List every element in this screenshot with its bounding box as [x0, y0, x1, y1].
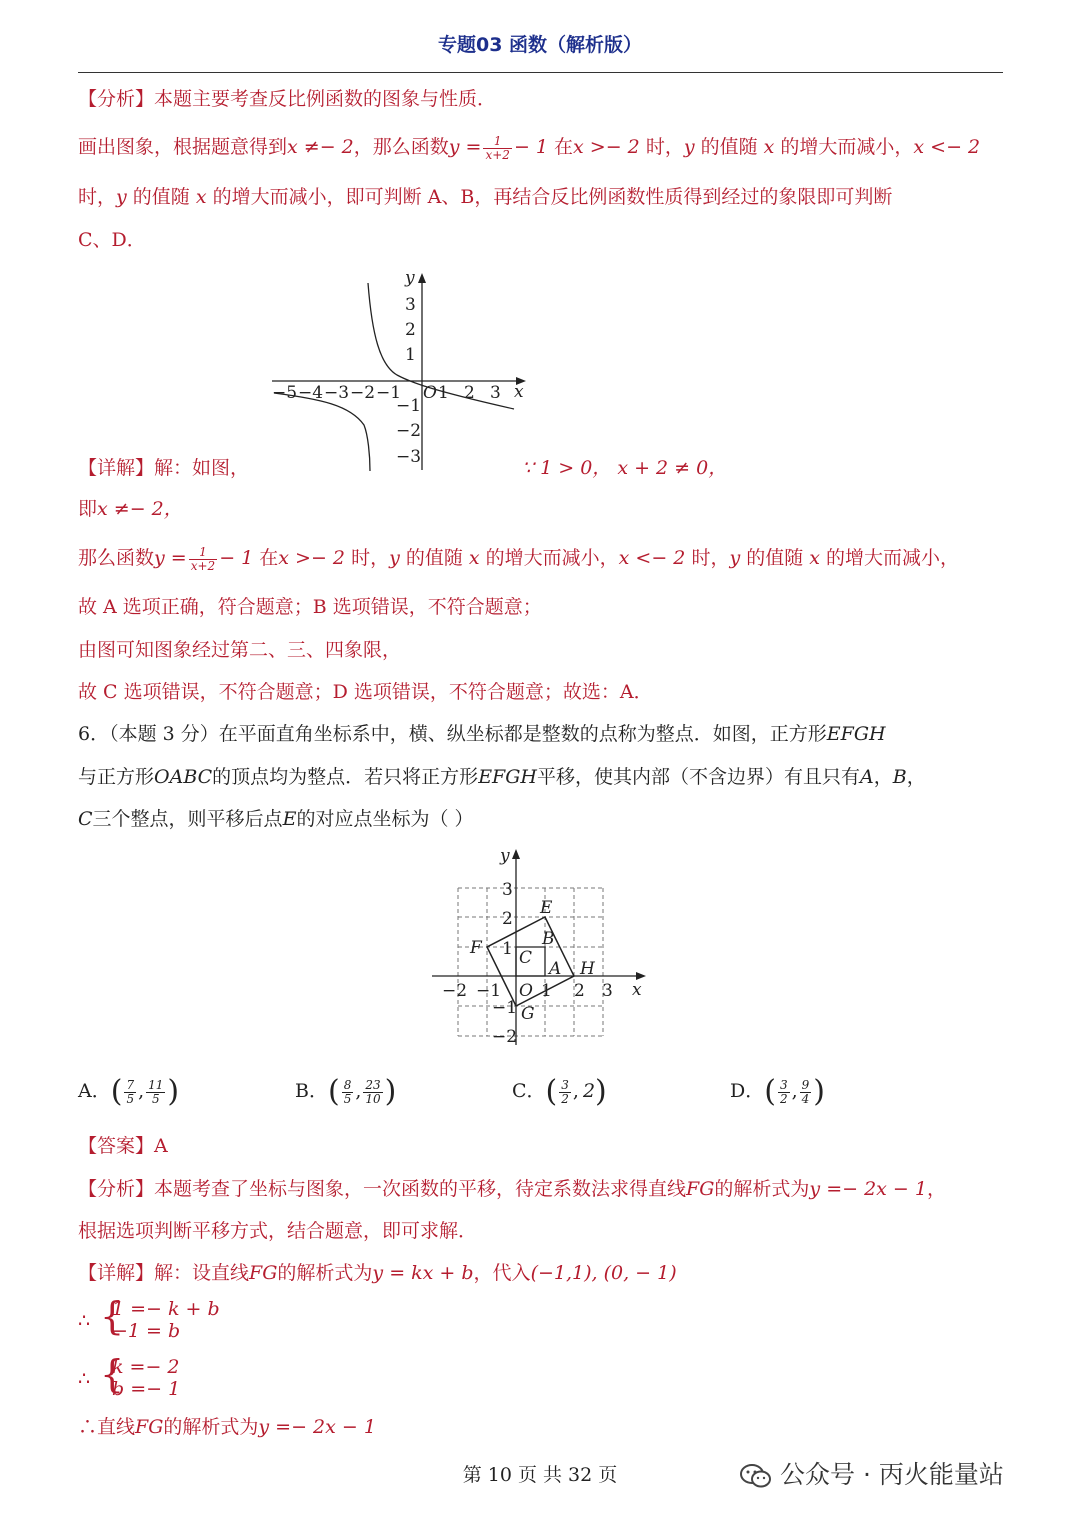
- equation-system-2: ∴ { k =− 2 b =− 1: [78, 1352, 181, 1400]
- x-tick: 1: [438, 383, 449, 403]
- y-tick: −1: [492, 998, 518, 1018]
- page-title: 专题03 函数（解析版）: [437, 34, 643, 56]
- y-tick: −3: [396, 447, 422, 467]
- y-axis-arrow: [512, 849, 520, 859]
- analysis-line-2: 画出图象，根据题意得到x ≠− 2，那么函数y = $\frac{1}{x+2}$ − 1 在x >− 2 时，y 的值随 x 的增大而减小，x <− 2: [78, 133, 981, 162]
- y-tick: 2: [502, 909, 513, 929]
- square-grid-graph: [420, 845, 660, 1050]
- x-tick: −3: [324, 383, 350, 403]
- question-6-line-2: 与正方形OABC的顶点均为整点．若只将正方形EFGH平移，使其内部（不含边界）有且只有A，B，: [78, 766, 926, 788]
- equation-system-1: ∴ { 1 =− k + b −1 = b: [78, 1294, 220, 1342]
- page-number: 第 10 页 共 32 页: [462, 1464, 618, 1486]
- detail2-line-1: 【详解】解：设直线FG的解析式为y = kx + b，代入(−1,1), (0, − 1): [78, 1262, 677, 1284]
- option-a: A．( $\frac{7}{5}$ , $\frac{11}{5}$ ): [78, 1074, 180, 1109]
- x-tick: −2: [442, 981, 468, 1001]
- detail-line-1: 【详解】解：如图，: [78, 457, 250, 479]
- wechat-icon: [740, 1463, 772, 1489]
- x-tick: −4: [298, 383, 324, 403]
- fraction: $\frac{1}{x+2}$: [190, 544, 216, 573]
- x-tick: 1: [541, 981, 552, 1001]
- point-A-label: A: [549, 959, 562, 979]
- y-axis-label: y: [500, 846, 510, 866]
- y-axis-label: y: [405, 268, 415, 288]
- question-6-line-1: 6．（本题 3 分）在平面直角坐标系中，横、纵坐标都是整数的点称为整点．如图，正方形EFGH: [78, 723, 886, 745]
- analysis2-line-1: 【分析】本题考查了坐标与图象，一次函数的平移，待定系数法求得直线FG的解析式为y =− 2x − 1，: [78, 1178, 946, 1200]
- analysis-line-4: C、D．: [78, 229, 146, 251]
- fraction: $\frac{1}{x+2}$: [485, 133, 510, 162]
- detail-line-2: 即x ≠− 2，: [78, 498, 183, 520]
- point-C-label: C: [519, 948, 533, 968]
- x-tick: −5: [272, 383, 298, 403]
- y-tick: 1: [405, 345, 416, 365]
- detail-line-4: 故 A 选项正确，符合题意；B 选项错误，不符合题意；: [78, 596, 542, 618]
- y-tick: 3: [502, 880, 513, 900]
- y-tick: −2: [396, 421, 422, 441]
- y-tick: 2: [405, 320, 416, 340]
- origin-label: O: [423, 383, 437, 403]
- x-tick: 3: [602, 981, 613, 1001]
- point-F-label: F: [470, 938, 482, 958]
- point-E-label: E: [540, 898, 553, 918]
- option-d: D．( $\frac{3}{2}$ , $\frac{9}{4}$ ): [730, 1074, 825, 1109]
- hyperbola-left-branch: [274, 393, 370, 471]
- detail-line-6: 故 C 选项错误，不符合题意；D 选项错误，不符合题意；故选：A．: [78, 681, 653, 703]
- analysis2-line-2: 根据选项判断平移方式，结合题意，即可求解．: [78, 1220, 478, 1242]
- analysis-line-3: 时，y 的值随 x 的增大而减小，即可判断 A、B，再结合反比例函数性质得到经过的象限即可判断: [78, 186, 893, 208]
- point-B-label: B: [542, 929, 555, 949]
- option-b: B．( $\frac{8}{5}$ , $\frac{23}{10}$ ): [295, 1074, 397, 1109]
- x-axis-arrow: [636, 972, 646, 980]
- x-tick: −2: [350, 383, 376, 403]
- x-axis-label: x: [632, 980, 642, 1000]
- detail2-conclusion: ∴直线FG的解析式为y =− 2x − 1: [78, 1416, 376, 1438]
- analysis-line-1: [78, 86, 496, 112]
- y-tick: −1: [396, 396, 422, 416]
- condition-text: ∵ 1 > 0， x + 2 ≠ 0，: [522, 457, 728, 479]
- option-c: C．( $\frac{3}{2}$ , 2): [512, 1074, 607, 1109]
- detail-line-5: 由图可知图象经过第二、三、四象限，: [78, 639, 402, 661]
- y-tick: 1: [502, 939, 513, 959]
- question-6-line-3: C三个整点，则平移后点E的对应点坐标为（ ）: [78, 808, 474, 830]
- y-tick: −2: [492, 1027, 518, 1047]
- y-tick: 3: [405, 295, 416, 315]
- hyperbola-graph: [260, 265, 540, 475]
- analysis-text: 本题主要考查反比例函数的图象与性质．: [154, 88, 497, 110]
- analysis-tag: 【分析】: [78, 88, 155, 110]
- point-H-label: H: [580, 959, 595, 979]
- watermark: 公众号 · 丙火能量站: [740, 1455, 1004, 1491]
- origin-label: O: [519, 981, 533, 1001]
- x-tick: −1: [476, 981, 502, 1001]
- y-axis-arrow: [418, 273, 426, 283]
- x-tick: 2: [464, 383, 475, 403]
- header-divider: [78, 72, 1003, 73]
- x-tick: −1: [376, 383, 402, 403]
- x-tick: 3: [490, 383, 501, 403]
- answer-line: 【答案】A: [78, 1135, 168, 1157]
- point-G-label: G: [521, 1004, 535, 1024]
- detail-line-3: 那么函数y = $\frac{1}{x+2}$ − 1 在x >− 2 时，y 的值随 x 的增大而减小，x <− 2 时，y 的值随 x 的增大而减小，: [78, 544, 960, 573]
- x-tick: 2: [574, 981, 585, 1001]
- x-axis-label: x: [514, 382, 524, 402]
